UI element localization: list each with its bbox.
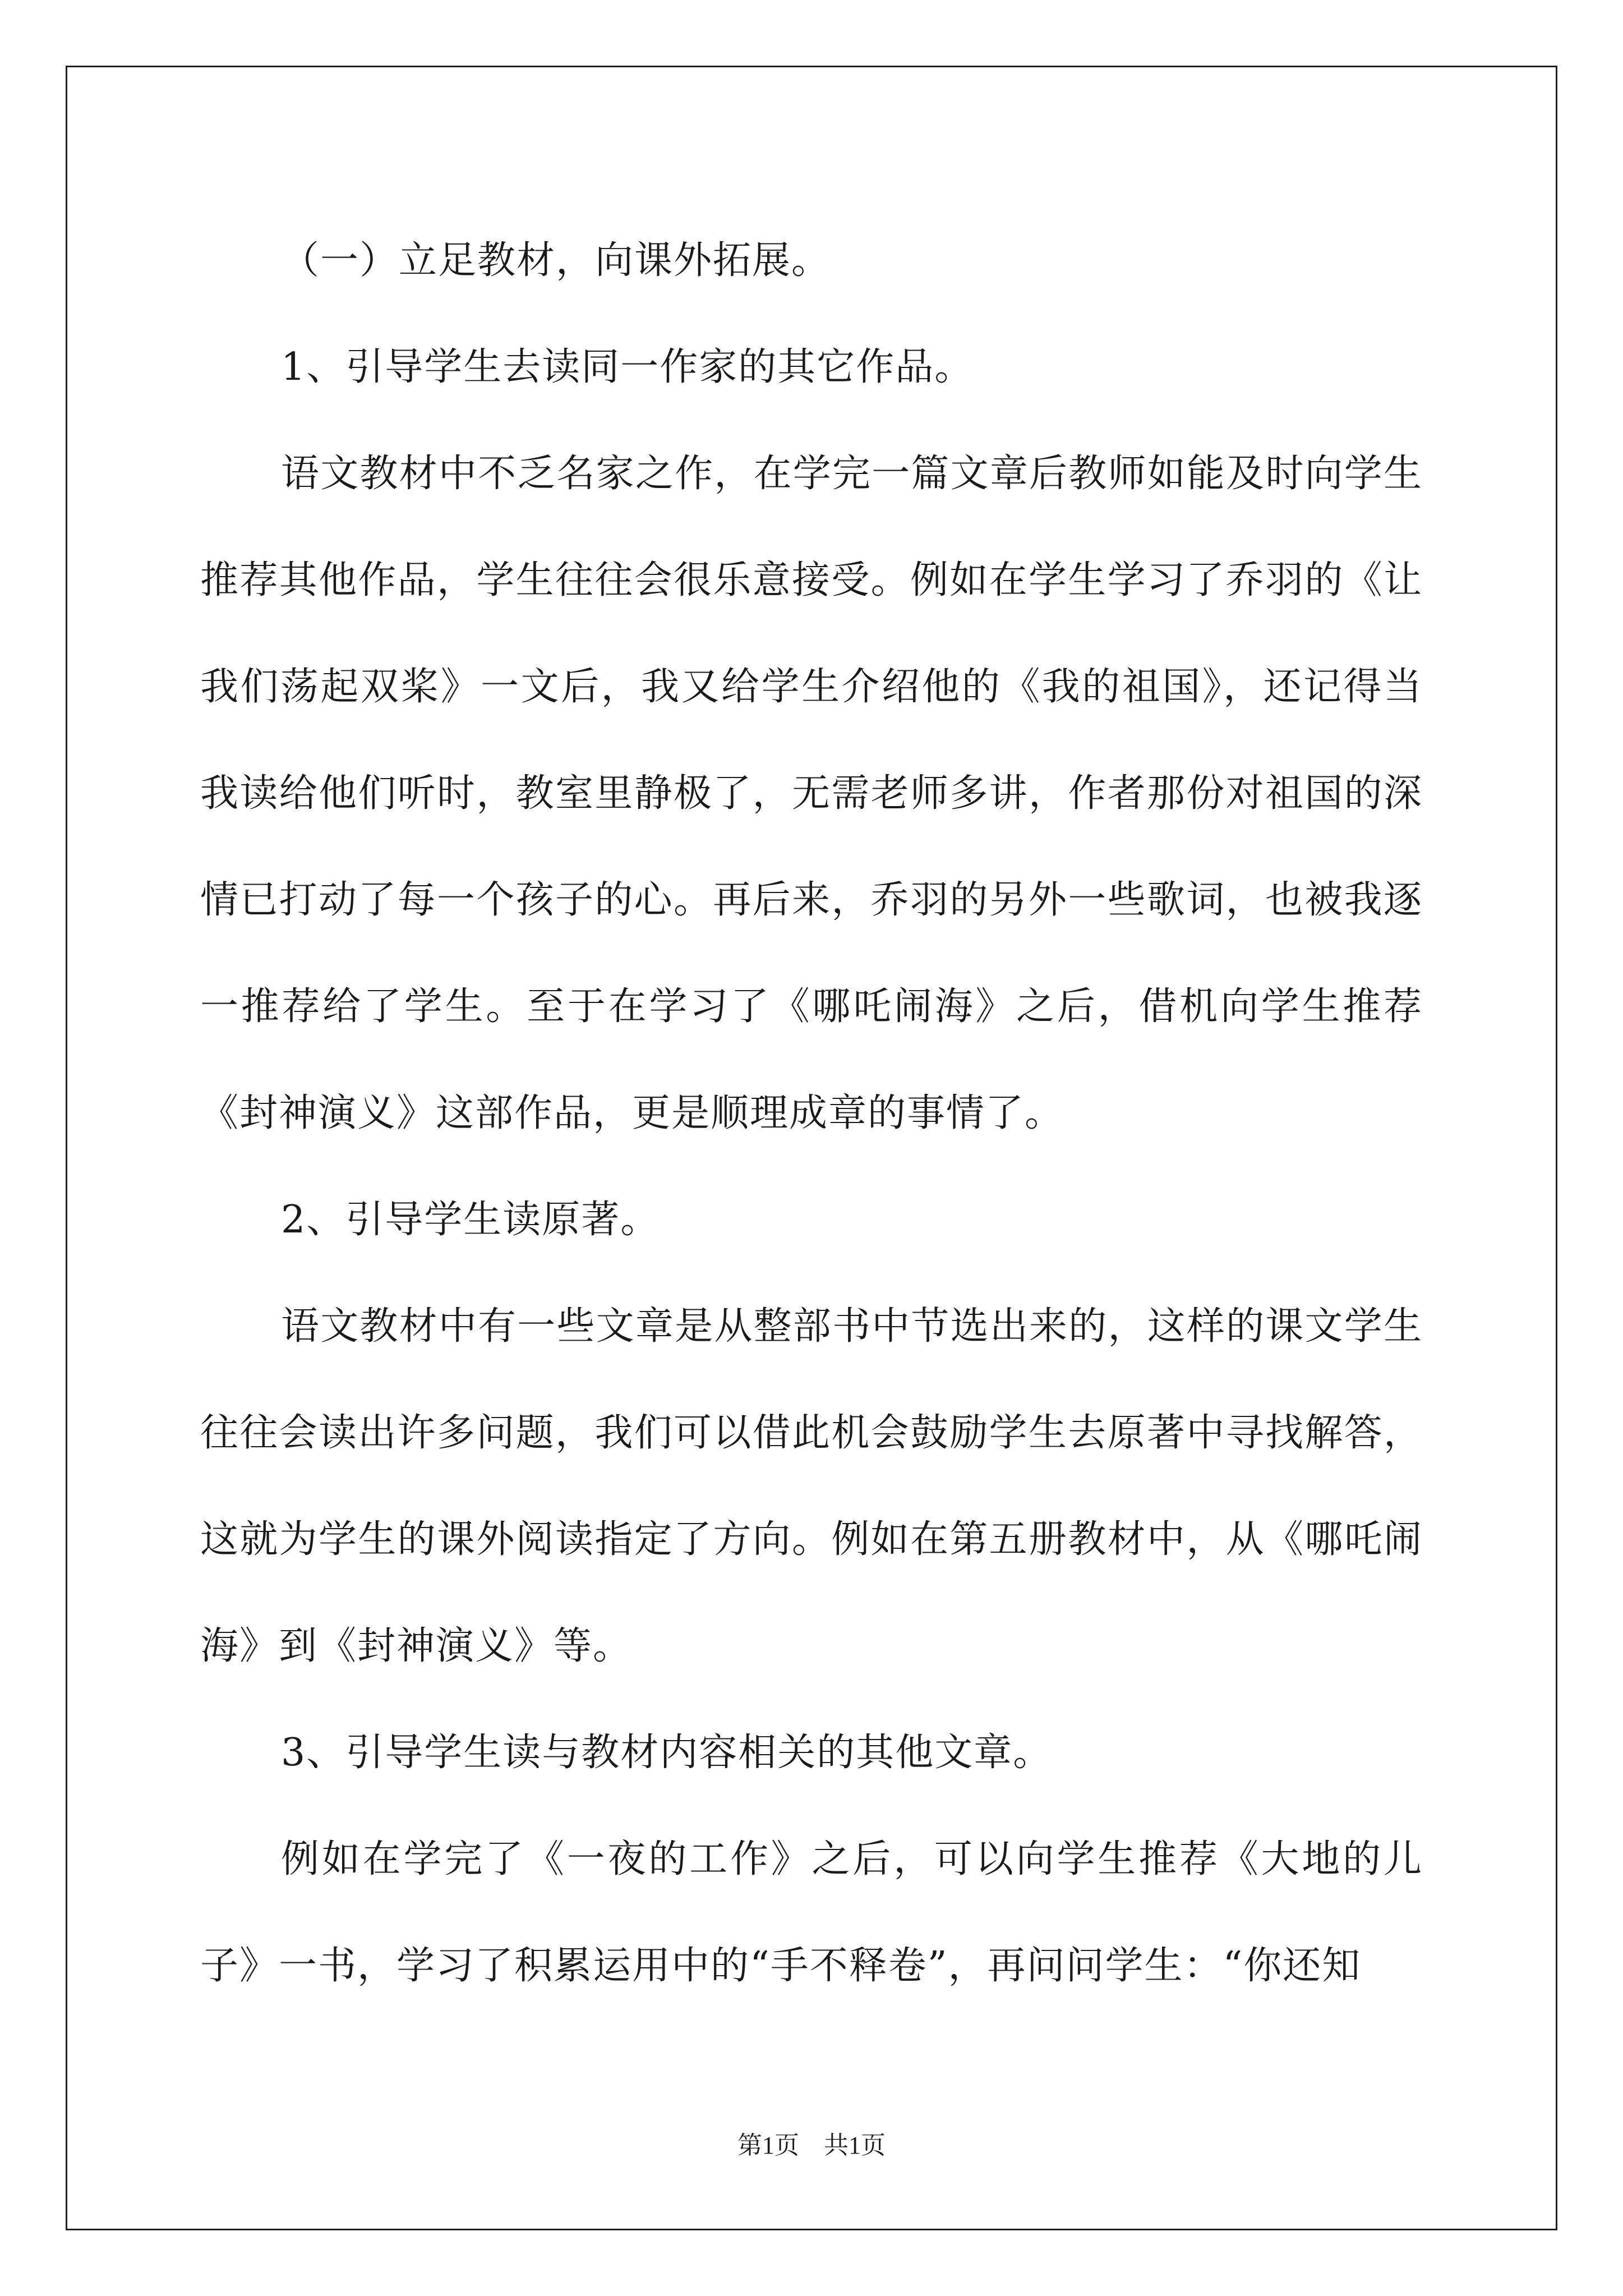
page-total: 共1页: [824, 2132, 886, 2159]
body-paragraph-1: 语文教材中不乏名家之作，在学完一篇文章后教师如能及时向学生推荐其他作品，学生往往会很乐意接受。例如在学生学习了乔羽的《让我们荡起双桨》一文后，我又给学生介绍他的《我的祖国》，还记得当我读给他们听时，教室里静极了，无需老师多讲，作者那份对祖国的深情已打动了每一个孩子的心。再后来，乔羽的另外一些歌词，也被我逐一推荐给了学生。至于在学习了《哪吒闹海》之后，借机向学生推荐《封神演义》这部作品，更是顺理成章的事情了。: [200, 452, 1423, 1135]
subheading-1: 1、引导学生去读同一作家的其它作品。: [281, 345, 974, 389]
page-number: 第1页: [737, 2132, 799, 2159]
page-footer: [0, 2129, 1623, 2162]
subheading-2: 2、引导学生读原著。: [281, 1198, 660, 1242]
section-heading: （一）立足教材，向课外拓展。: [281, 238, 831, 283]
body-paragraph-3: 例如在学完了《一夜的工作》之后，可以向学生推荐《大地的儿子》一书，学习了积累运用中的“手不释卷”，再问问学生：“你还知: [200, 1837, 1423, 1988]
body-paragraph-2: 语文教材中有一些文章是从整部书中节选出来的，这样的课文学生往往会读出许多问题，我们可以借此机会鼓励学生去原著中寻找解答，这就为学生的课外阅读指定了方向。例如在第五册教材中，从《哪吒闹海》到《封神演义》等。: [200, 1304, 1423, 1668]
subheading-3: 3、引导学生读与教材内容相关的其他文章。: [281, 1731, 1053, 1775]
document-body: [200, 208, 1423, 2019]
